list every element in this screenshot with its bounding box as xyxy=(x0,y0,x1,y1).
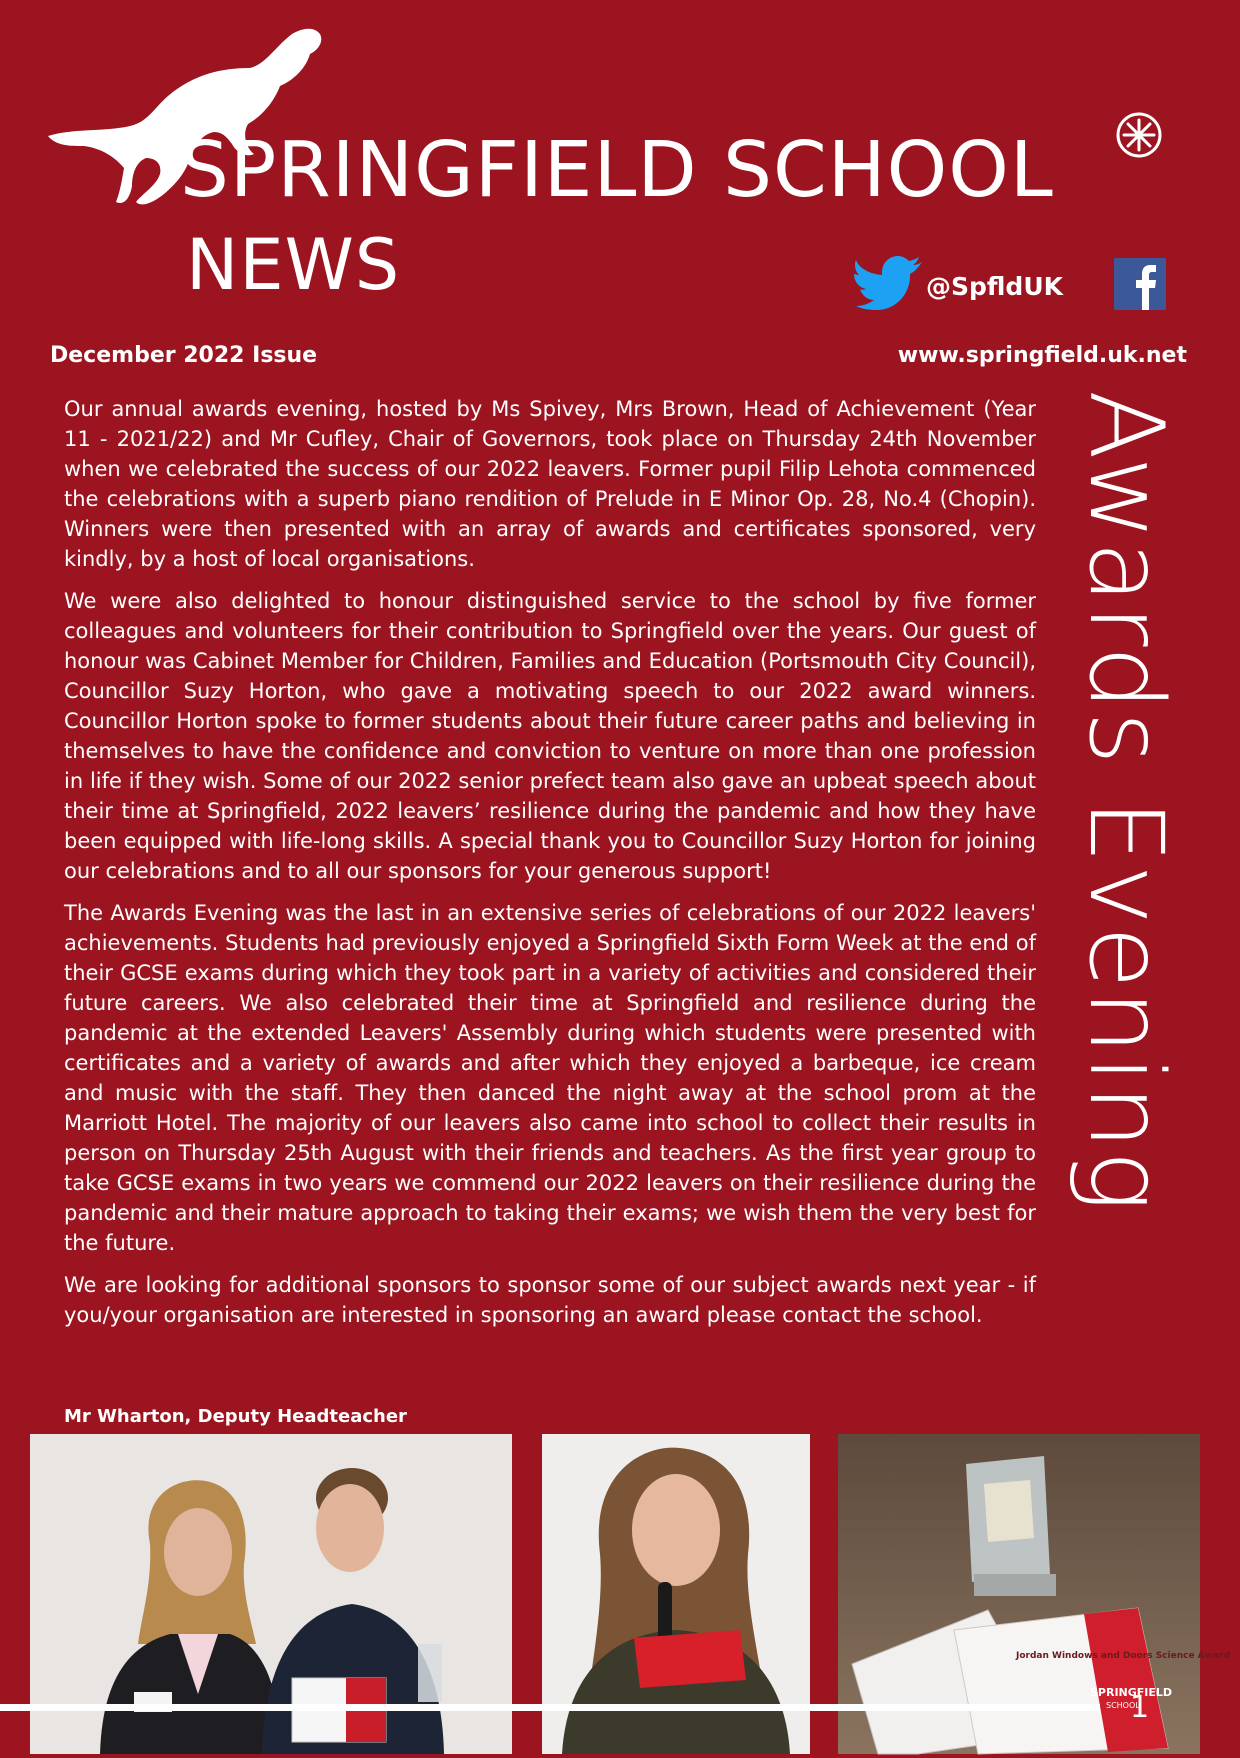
article-paragraph: We were also delighted to honour distinguished service to the school by five former colleagues and volunteers for their contribution to Springfield over the years. Our guest of honour was Cabinet Member for Children, Families and Education (Portsmouth City Council), Councillor Suzy Horton, who gave a motivating speech to our 2022 award winners. Councillor Horton spoke to former students about their future career paths and believing in themselves to have the confidence and conviction to venture on more than one profession in life if they wish. Some of our 2022 senior prefect team also gave an upbeat speech about their time at Springfield, 2022 leavers’ resilience during the pandemic and how they have been equipped with life-long skills. A special thank you to Councillor Suzy Horton for joining our celebrations and to all our sponsors for your generous support! xyxy=(64,589,1036,883)
article-body xyxy=(64,394,1036,1342)
website-link[interactable]: www.springfield.uk.net xyxy=(897,343,1187,368)
article-heading-text: Awards Evening xyxy=(1066,390,1185,1213)
certificate-brand: SPRINGFIELD xyxy=(1090,1686,1173,1699)
article-heading xyxy=(1060,390,1190,1260)
star-emblem-icon xyxy=(1114,110,1164,160)
article-paragraph: The Awards Evening was the last in an extensive series of celebrations of our 2022 leavers' achievements. Students had previously enjoyed a Springfield Sixth Form Week at the end of their GCSE exams during which they took part in a variety of activities and considered their future careers. We also celebrated their time at Springfield and resilience during the pandemic at the extended Leavers' Assembly during which students were presented with certificates and a variety of awards and after which they enjoyed a barbeque, ice cream and music with the staff. They then danced the night away at the school prom at the Marriott Hotel. The majority of our leavers also came into school to collect their results in person on Thursday 25th August with their friends and teachers. As the first year group to take GCSE exams in two years we commend our 2022 leavers on their resilience during the pandemic and their mature approach to taking their exams; we wish them the very best for the future. xyxy=(64,901,1036,1255)
article-paragraph: Our annual awards evening, hosted by Ms Spivey, Mrs Brown, Head of Achievement (Year 11 - 2021/22) and Mr Cufley, Chair of Governors, took place on Thursday 24th November when we celebrated the success of our 2022 leavers. Former pupil Filip Lehota commenced the celebrations with a superb piano rendition of Prelude in E Minor Op. 28, No.4 (Chopin). Winners were then presented with an array of awards and certificates sponsored, very kindly, by a host of local organisations. xyxy=(64,397,1036,571)
masthead-title: SPRINGFIELD SCHOOL xyxy=(180,126,1054,215)
certificate-brand-sub: SCHOOL xyxy=(1106,1701,1140,1710)
twitter-bird-icon[interactable] xyxy=(856,256,920,310)
article-paragraph: We are looking for additional sponsors to sponsor some of our subject awards next year - if you/your organisation are interested in sponsoring an award please contact the school. xyxy=(64,1273,1036,1327)
facebook-f-icon[interactable] xyxy=(1114,258,1166,310)
footer-rule xyxy=(0,1704,1100,1711)
issue-date: December 2022 Issue xyxy=(50,343,318,368)
twitter-handle[interactable]: @SpfldUK xyxy=(926,272,1063,301)
article-signature: Mr Wharton, Deputy Headteacher xyxy=(64,1406,407,1427)
page-number: 1 xyxy=(1130,1690,1150,1725)
masthead-news: NEWS xyxy=(186,224,401,306)
certificate-title: Jordan Windows and Doors Science Award xyxy=(1016,1651,1230,1661)
